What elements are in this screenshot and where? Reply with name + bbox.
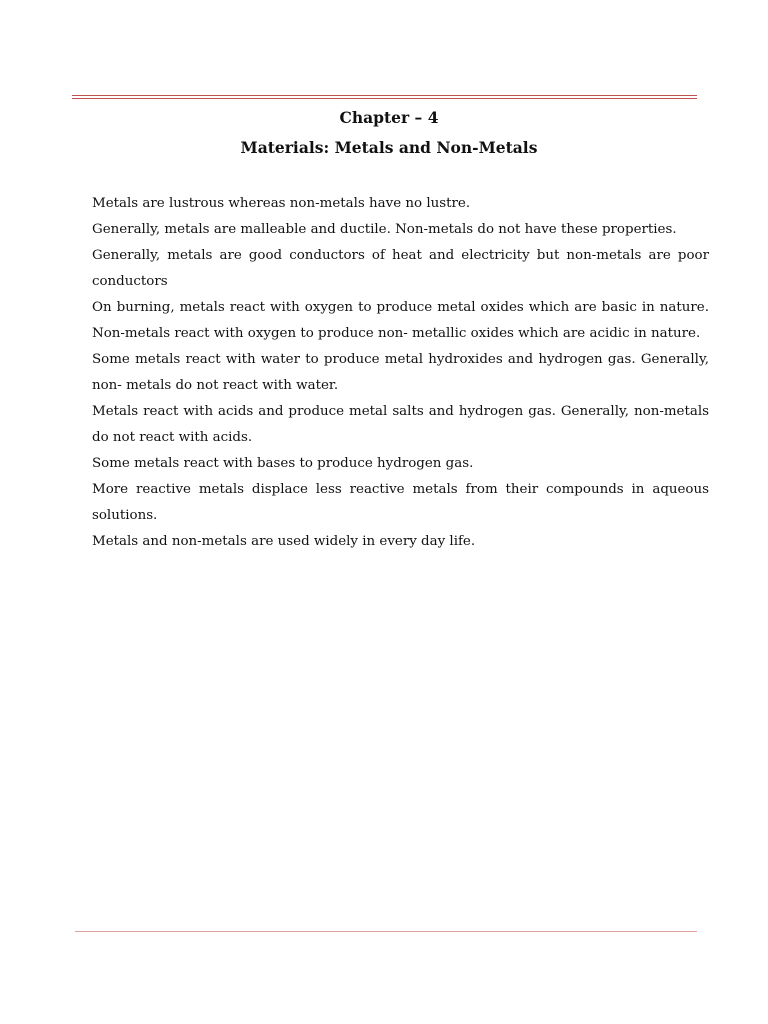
paragraph-conductivity: Generally, metals are good conductors of heat and electricity but non-metals are poor conductors [92, 248, 709, 289]
footer-rule [75, 931, 697, 932]
paragraph-base-reaction: Some metals react with bases to produce hydrogen gas. [92, 456, 474, 471]
chapter-title: Materials: Metals and Non-Metals [240, 138, 538, 157]
paragraph-malleability: Generally, metals are malleable and ductile. Non-metals do not have these properties. [92, 222, 677, 237]
header-rule [72, 95, 697, 99]
paragraph-oxygen-reaction: On burning, metals react with oxygen to produce metal oxides which are basic in nature. Non-metals react with oxygen to produce non- metallic oxides which are acidic in nature. [92, 300, 709, 341]
paragraph-uses: Metals and non-metals are used widely in every day life. [92, 534, 476, 549]
paragraph-acid-reaction: Metals react with acids and produce metal salts and hydrogen gas. Generally, non-metals do not react with acids. [92, 404, 709, 445]
paragraph-lustre: Metals are lustrous whereas non-metals have no lustre. [92, 196, 471, 211]
chapter-body [92, 191, 709, 555]
paragraph-displacement: More reactive metals displace less reactive metals from their compounds in aqueous solutions. [92, 482, 709, 523]
chapter-number: Chapter – 4 [339, 108, 439, 127]
paragraph-water-reaction: Some metals react with water to produce metal hydroxides and hydrogen gas. Generally, non- metals do not react with water. [92, 352, 709, 393]
